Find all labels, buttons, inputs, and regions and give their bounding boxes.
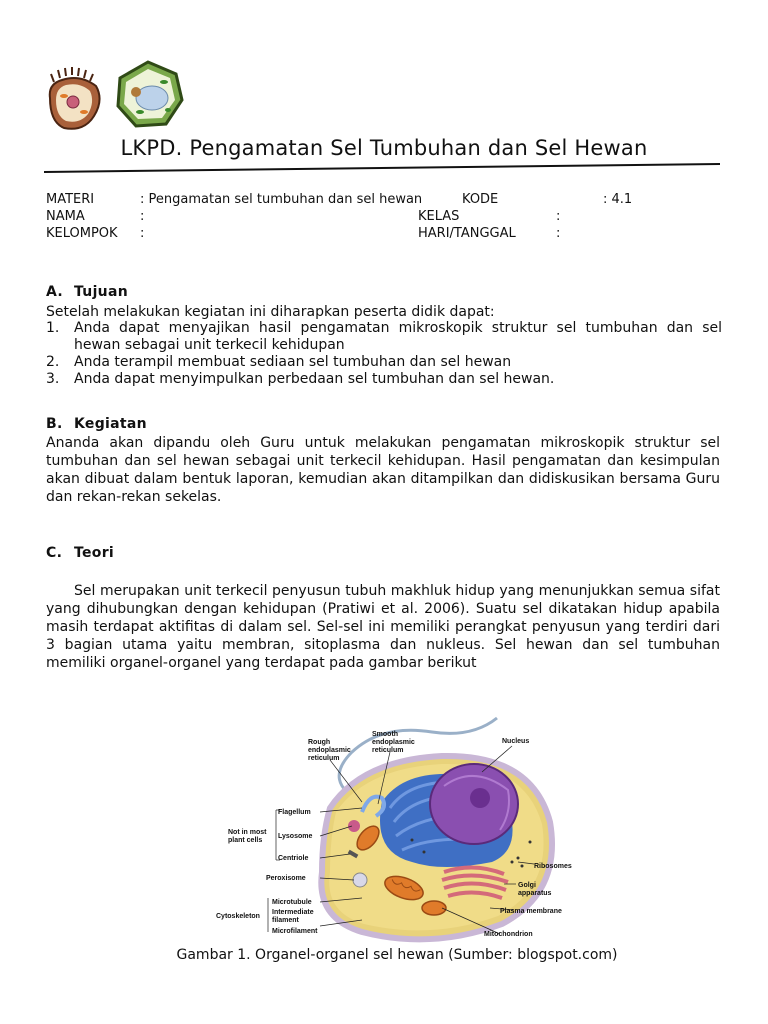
section-c-title: Teori	[74, 545, 115, 561]
section-c-number: C.	[46, 545, 63, 561]
label-smooth-er-3: reticulum	[372, 747, 404, 754]
label-mitochondrion: Mitochondrion	[484, 931, 533, 938]
list-item	[46, 320, 722, 354]
kode-label: KODE	[462, 192, 499, 207]
list-item-text: Anda terampil membuat sediaan sel tumbuhan dan sel hewan	[74, 354, 512, 370]
title-underline	[44, 162, 720, 174]
section-b-heading	[46, 416, 147, 432]
list-item-text: Anda dapat menyajikan hasil pengamatan mikroskopik struktur sel tumbuhan dan sel hewan sebagai unit terkecil kehidupan	[74, 320, 722, 353]
list-item-text: Anda dapat menyimpulkan perbedaan sel tumbuhan dan sel hewan.	[74, 371, 555, 387]
list-item-number: 2.	[46, 354, 60, 370]
section-b-paragraph: Ananda akan dipandu oleh Guru untuk melakukan pengamatan mikroskopik struktur sel tumbuhan dan sel hewan sebagai unit terkecil kehidupan. Hasil pengamatan dan kesimpulan akan dibuat dalam bentuk laporan, kemudian akan ditampilkan dan didiskusikan bersama Guru dan rekan-rekan sekelas.	[46, 435, 720, 505]
section-c-paragraph: Sel merupakan unit terkecil penyusun tubuh makhluk hidup yang menunjukkan semua sifat yang dihubungkan dengan kehidupan (Pratiwi et al. 2006). Suatu sel dikatakan hidup apabila masih terdapat aktifitas di dalam sel. Sel-sel ini memiliki perangkat penyusun yang terdiri dari 3 bagian utama yaitu membran, sitoplasma dan nukleus. Sel hewan dan sel tumbuhan memiliki organel-organel yang terdapat pada gambar berikut	[46, 583, 720, 671]
label-lysosome: Lysosome	[278, 833, 313, 840]
section-a-title: Tujuan	[74, 284, 128, 300]
list-item-number: 3.	[46, 371, 60, 387]
plant-cell-icon	[118, 62, 182, 126]
list-item	[46, 371, 722, 388]
label-peroxisome: Peroxisome	[266, 875, 306, 882]
section-c-heading	[46, 545, 114, 561]
label-cytoskeleton: Cytoskeleton	[216, 913, 260, 920]
kelas-value: :	[556, 209, 561, 224]
label-rough-er-2: endoplasmic	[308, 747, 351, 754]
section-b-title: Kegiatan	[74, 416, 147, 432]
page-title: LKPD. Pengamatan Sel Tumbuhan dan Sel Hewan	[120, 136, 648, 160]
animal-cell-icon	[50, 67, 100, 129]
kelompok-value: :	[140, 226, 145, 241]
label-rough-er-3: reticulum	[308, 755, 340, 762]
label-smooth-er-2: endoplasmic	[372, 739, 415, 746]
peroxisome-shape	[353, 873, 367, 887]
label-plasma-membrane: Plasma membrane	[500, 908, 562, 915]
nama-value: :	[140, 209, 145, 224]
figure-caption: Gambar 1. Organel-organel sel hewan (Sumber: blogspot.com)	[176, 947, 618, 963]
materi-value: : Pengamatan sel tumbuhan dan sel hewan	[140, 192, 423, 207]
label-golgi-1: Golgi	[518, 882, 536, 889]
list-item	[46, 354, 722, 371]
nama-label: NAMA	[46, 209, 85, 224]
section-a-number: A.	[46, 284, 64, 300]
section-a-intro: Setelah melakukan kegiatan ini diharapkan peserta didik dapat:	[46, 304, 495, 320]
label-golgi-2: apparatus	[518, 890, 552, 897]
kode-value: : 4.1	[603, 192, 633, 207]
animal-cell-diagram	[212, 712, 572, 948]
label-microfilament: Microfilament	[272, 928, 318, 935]
label-smooth-er-1: Smooth	[372, 731, 399, 738]
label-flagellum: Flagellum	[278, 809, 311, 816]
hari-label: HARI/TANGGAL	[418, 226, 516, 241]
label-microtubule: Microtubule	[272, 899, 312, 906]
kelas-label: KELAS	[418, 209, 460, 224]
cell-logo-image	[40, 56, 190, 134]
label-intermediate-2: filament	[272, 917, 299, 924]
label-ribosomes: Ribosomes	[534, 863, 572, 870]
label-centriole: Centriole	[278, 855, 309, 862]
section-b-number: B.	[46, 416, 63, 432]
label-not-in-plant-2: plant cells	[228, 837, 263, 844]
hari-value: :	[556, 226, 561, 241]
list-item-number: 1.	[46, 320, 60, 336]
materi-label: MATERI	[46, 192, 95, 207]
section-a-list	[46, 320, 722, 388]
label-not-in-plant-1: Not in most	[228, 829, 267, 836]
label-nucleus: Nucleus	[502, 738, 530, 745]
label-intermediate-1: Intermediate	[272, 909, 314, 916]
label-rough-er-1: Rough	[308, 739, 331, 746]
kelompok-label: KELOMPOK	[46, 226, 118, 241]
lysosome-shape	[348, 820, 360, 832]
section-a-heading	[46, 284, 128, 300]
